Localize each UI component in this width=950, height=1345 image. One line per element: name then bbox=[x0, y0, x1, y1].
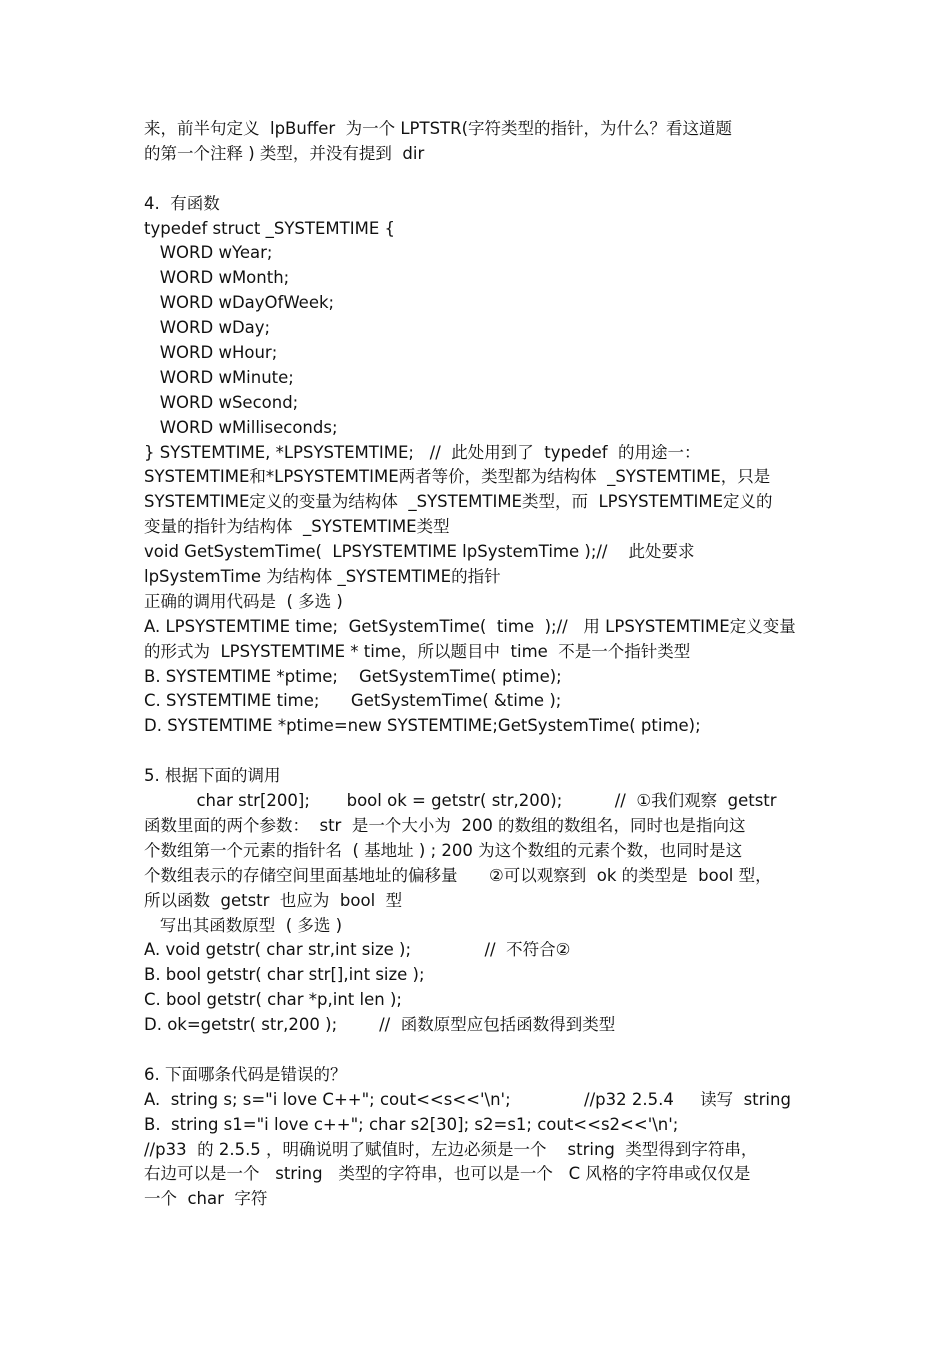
text-line: } SYSTEMTIME, *LPSYSTEMTIME; // 此处用到了 typedef 的用途一： bbox=[144, 442, 701, 462]
text-line: C. SYSTEMTIME time; GetSystemTime( &time ); bbox=[144, 691, 562, 711]
blank-line bbox=[144, 1038, 814, 1063]
text-line: char str[200]; bool ok = getstr( str,200); // ①我们观察 getstr bbox=[144, 791, 777, 811]
text-line: 写出其函数原型 ( 多选 ) bbox=[144, 915, 343, 935]
text-line: 的形式为 LPSYSTEMTIME * time，所以题目中 time 不是一个指针类型 bbox=[144, 641, 691, 661]
text-line: 个数组表示的存储空间里面基地址的偏移量 ②可以观察到 ok 的类型是 bool 型， bbox=[144, 865, 772, 885]
text-line: WORD wMilliseconds; bbox=[144, 417, 338, 437]
text-line: 的第一个注释 ) 类型，并没有提到 dir bbox=[144, 143, 425, 163]
text-line: A. string s; s="i love C++"; cout<<s<<'\n'; //p32 2.5.4 读写 string bbox=[144, 1089, 791, 1109]
text-line: D. ok=getstr( str,200 ); // 函数原型应包括函数得到类型 bbox=[144, 1015, 616, 1035]
text-line: SYSTEMTIME和*LPSYSTEMTIME两者等价，类型都为结构体 _SYSTEMTIME，只是 bbox=[144, 467, 771, 487]
text-line: void GetSystemTime( LPSYSTEMTIME lpSystemTime );// 此处要求 bbox=[144, 542, 695, 562]
text-line: A. void getstr( char str,int size ); // 不符合② bbox=[144, 940, 571, 960]
text-line: //p33 的 2.5.5 ，明确说明了赋值时，左边必须是一个 string 类型得到字符串， bbox=[144, 1139, 758, 1159]
text-line: B. SYSTEMTIME *ptime; GetSystemTime( ptime); bbox=[144, 666, 562, 686]
text-line: 4. 有函数 bbox=[144, 193, 220, 213]
text-line: WORD wHour; bbox=[144, 343, 278, 363]
blank-line bbox=[144, 739, 814, 764]
text-line: 右边可以是一个 string 类型的字符串，也可以是一个 C 风格的字符串或仅仅是 bbox=[144, 1164, 751, 1184]
text-line: WORD wMinute; bbox=[144, 367, 294, 387]
document-body bbox=[144, 117, 814, 1212]
text-line: 正确的调用代码是 ( 多选 ) bbox=[144, 591, 343, 611]
text-line: 6. 下面哪条代码是错误的？ bbox=[144, 1064, 347, 1084]
text-line: typedef struct _SYSTEMTIME { bbox=[144, 218, 395, 238]
text-line: WORD wMonth; bbox=[144, 268, 290, 288]
text-line: 变量的指针为结构体 _SYSTEMTIME类型 bbox=[144, 517, 450, 537]
text-line: D. SYSTEMTIME *ptime=new SYSTEMTIME;GetSystemTime( ptime); bbox=[144, 716, 701, 736]
text-line: 一个 char 字符 bbox=[144, 1189, 268, 1209]
text-line: WORD wDayOfWeek; bbox=[144, 293, 335, 313]
text-line: A. LPSYSTEMTIME time; GetSystemTime( time );// 用 LPSYSTEMTIME定义变量 bbox=[144, 616, 796, 636]
text-line: 来，前半句定义 lpBuffer 为一个 LPTSTR(字符类型的指针，为什么？看这道题 bbox=[144, 119, 733, 138]
text-line: lpSystemTime 为结构体 _SYSTEMTIME的指针 bbox=[144, 567, 501, 587]
text-line: 所以函数 getstr 也应为 bool 型 bbox=[144, 890, 403, 910]
text-line: SYSTEMTIME定义的变量为结构体 _SYSTEMTIME类型，而 LPSYSTEMTIME定义的 bbox=[144, 492, 773, 512]
text-line: 个数组第一个元素的指针名 ( 基地址 ) ; 200 为这个数组的元素个数，也同时是这 bbox=[144, 840, 743, 860]
text-line: WORD wSecond; bbox=[144, 392, 299, 412]
blank-line bbox=[144, 167, 814, 192]
text-line: B. bool getstr( char str[],int size ); bbox=[144, 965, 425, 985]
text-line: 函数里面的两个参数： str 是一个大小为 200 的数组的数组名，同时也是指向这 bbox=[144, 815, 746, 835]
text-line: WORD wYear; bbox=[144, 243, 273, 263]
text-line: B. string s1="i love c++"; char s2[30]; s2=s1; cout<<s2<<'\n'; bbox=[144, 1114, 679, 1134]
text-line: 5. 根据下面的调用 bbox=[144, 766, 281, 786]
text-line: C. bool getstr( char *p,int len ); bbox=[144, 990, 402, 1010]
text-line: WORD wDay; bbox=[144, 318, 271, 338]
